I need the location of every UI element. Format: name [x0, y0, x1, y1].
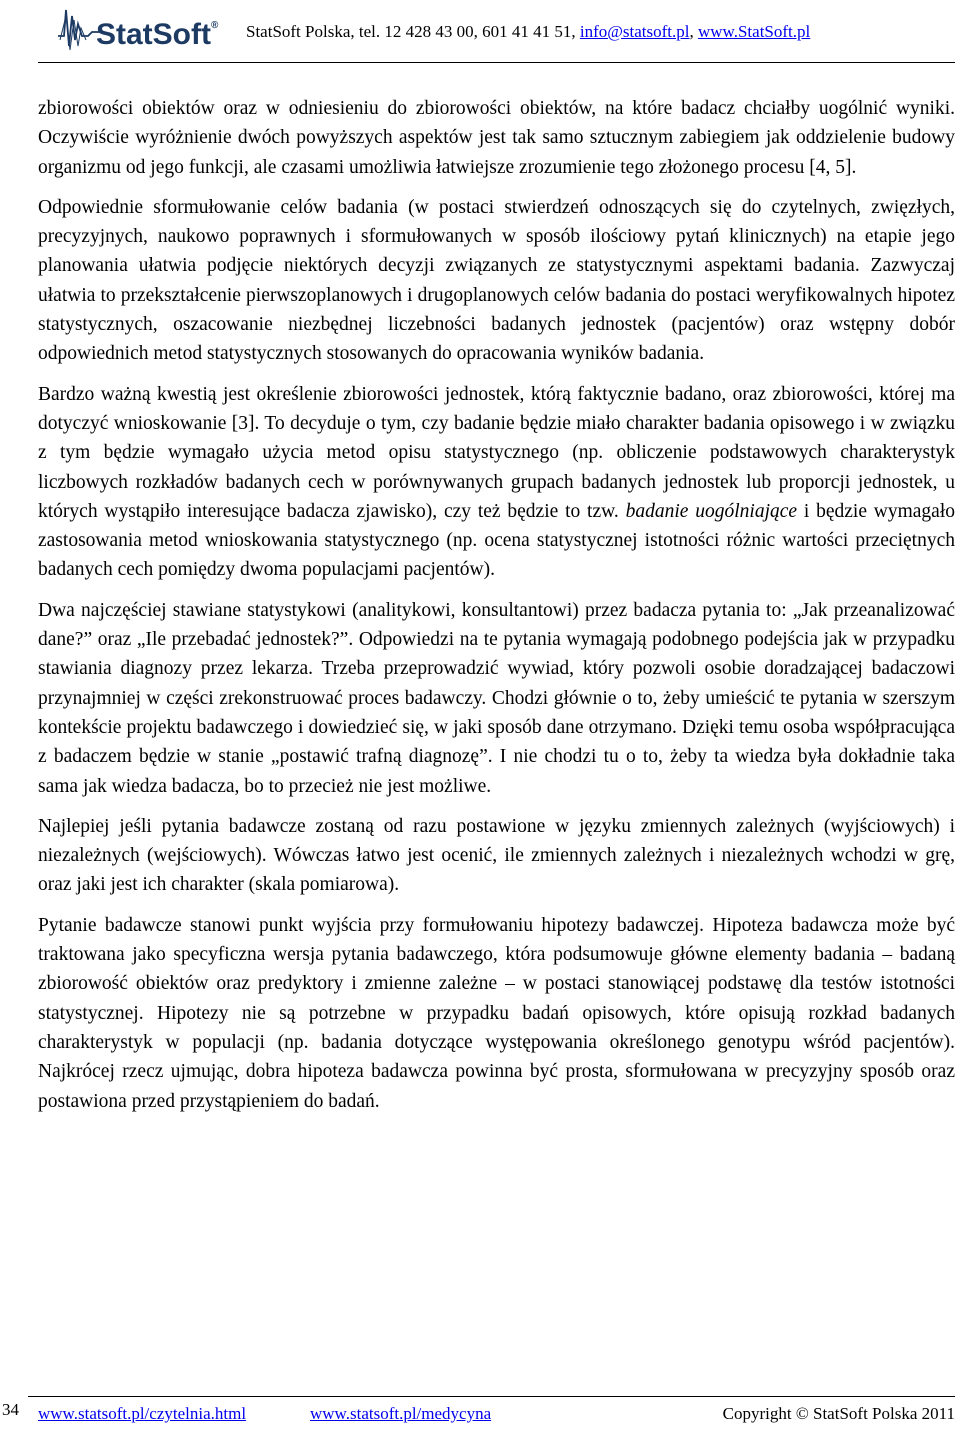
paragraph: Dwa najczęściej stawiane statystykowi (analitykowi, konsultantowi) przez badacza pytania to: „Jak przeanalizować dane?” oraz „Ile przebadać jednostek?”. Odpowiedzi na te pytania wymagają podobnego podejścia jak w przypadku stawiania diagnozy przez lekarza. Trzeba przeprowadzić wywiad, który pozwoli osobie doradzającej badaczowi przynajmniej w części zrekonstruować proces badawczy. Chodzi głównie o to, żeby umieścić te pytania w szerszym kontekście projektu badawczego i dowiedzieć się, w jaki sposób dane otrzymano. Dzięki temu osoba współpracująca z badaczem będzie w stanie „postawić trafną diagnozę”. I nie chodzi tu o to, żeby ta wiedza była dokładnie taka sama jak wiedza badacza, bo to przecież nie jest możliwe. — [38, 599, 955, 797]
page-header — [38, 0, 955, 62]
paragraph: Odpowiednie sformułowanie celów badania (w postaci stwierdzeń odnoszących się do czytelnych, zwięzłych, precyzyjnych, naukowo poprawnych i sformułowanych w sposób ilościowy pytań klinicznych) na etapie jego planowania ułatwia podjęcie niektórych decyzji związanych ze statystycznymi aspektami badania. Zazwyczaj ułatwia to przekształcenie pierwszoplanowych i drugoplanowych celów badania do postaci weryfikowalnych hipotez statystycznych, oszacowanie niezbędnej liczebności badanych jednostek (pacjentów) oraz wstępny dobór odpowiednich metod statystycznych stosowanych do opracowania wyników badania. — [38, 196, 955, 365]
page-number: 34 — [2, 1400, 19, 1419]
paragraph-text: i będzie wymagało zastosowania metod wnioskowania statystycznego (np. ocena statystycznej istotności różnic wartości przeciętnych badanych cech pomiędzy dwoma populacjami pacjentów). — [38, 500, 956, 581]
contact-separator: , — [689, 22, 698, 41]
statsoft-logo — [56, 6, 266, 52]
logo-text: StatSoft® — [96, 18, 219, 51]
document-body — [38, 94, 955, 1127]
header-rule — [38, 62, 955, 63]
contact-text: StatSoft Polska, tel. 12 428 43 00, 601 41 41 51, — [246, 22, 580, 41]
paragraph: Najlepiej jeśli pytania badawcze zostaną od razu postawione w języku zmiennych zależnych (wyjściowych) i niezależnych (wejściowych). Wówczas łatwo jest ocenić, ile zmiennych zależnych i niezależnych wchodzi w grę, oraz jaki jest ich charakter (skala pomiarowa). — [38, 815, 955, 896]
page-footer — [38, 1404, 955, 1424]
paragraph — [38, 380, 955, 585]
italic-term: badanie uogólniające — [625, 500, 798, 522]
footer-rule — [28, 1396, 955, 1397]
paragraph-text: Bardzo ważną kwestią jest określenie zbiorowości jednostek, którą faktycznie badano, oraz zbiorowości, której ma dotyczyć wnioskowanie [3]. To decyduje o tym, czy badanie będzie miało charakter badania opisowego i w związku z tym będzie wymagało użycia metod opisu statystycznego (np. obliczenie podstawowych charakterystyk liczbowych rozkładów badanych cech w porównywanych grupach badanych jednostek lub proporcji jednostek, u których wystąpiło interesujące badacza zjawisko), czy też będzie to tzw. — [38, 383, 955, 522]
reading-room-link[interactable]: www.statsoft.pl/czytelnia.html — [38, 1404, 247, 1423]
medicine-link[interactable]: www.statsoft.pl/medycyna — [310, 1404, 492, 1423]
website-link[interactable]: www.StatSoft.pl — [698, 22, 811, 41]
paragraph: Pytanie badawcze stanowi punkt wyjścia przy formułowaniu hipotezy badawczej. Hipoteza badawcza może być traktowana jako specyficzna wersja pytania badawczego, która podsumowuje główne elementy badania – badaną zbiorowość obiektów oraz predyktory i zmienne zależne – w postaci stanowiącej podstawę dla testów istotności statystycznej. Hipotezy nie są potrzebne w przypadku badań opisowych, które opisują rozkład badanych charakterystyk w populacji (np. badania dotyczące występowania określonego genotypu wśród pacjentów). Najkrócej rzecz ujmując, dobra hipoteza badawcza powinna być prosta, sformułowana w precyzyjny sposób oraz postawiona przed przystąpieniem do badań. — [38, 914, 955, 1112]
header-contact — [246, 22, 810, 42]
email-link[interactable]: info@statsoft.pl — [579, 22, 690, 41]
registered-mark: ® — [211, 20, 219, 31]
paragraph: zbiorowości obiektów oraz w odniesieniu do zbiorowości obiektów, na które badacz chciałby uogólnić wyniki. Oczywiście wyróżnienie dwóch powyższych aspektów jest tak samo sztucznym zabiegiem jak oddzielenie budowy organizmu od jego funkcji, ale czasami umożliwia łatwiejsze zrozumienie tego złożonego procesu [4, 5]. — [38, 98, 955, 178]
copyright-text: Copyright © StatSoft Polska 2011 — [722, 1404, 955, 1423]
